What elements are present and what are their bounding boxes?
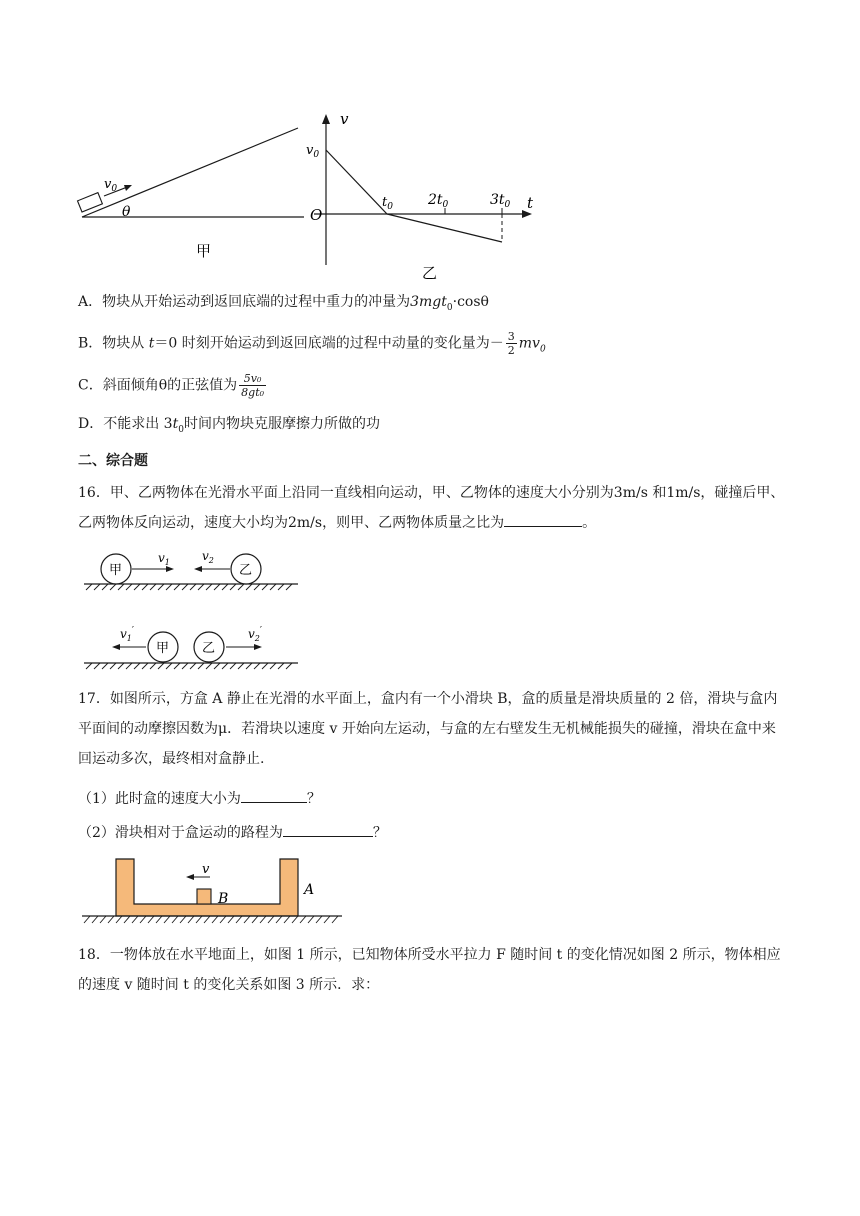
incline-figure [78,128,304,260]
section-title: 二、综合题 [78,453,148,469]
3t0-label: $3t_0$ [490,192,511,210]
question-17-part-2: （2）滑块相对于盒运动的路程为 ？ [78,822,387,843]
figure-q16-collision [80,546,310,676]
v-axis-arrowhead [322,114,330,124]
origin-label: O [310,206,323,224]
ball-yi-after-label: 乙 [202,641,216,656]
a-label: A [304,882,315,898]
v2p-arrowhead [254,644,262,650]
t0-label: $t_0$ [382,195,393,212]
v2p-label: $v_2'$ [248,626,262,643]
caption-jia: 甲 [196,242,212,260]
option-c: C．斜面倾角θ的正弦值为 $\frac{\text{5v₀}}{\text{8gt₀}}$ [78,372,265,399]
v2-arrowhead [194,566,202,572]
answer-blank-16[interactable] [504,512,582,527]
fraction-5v0-8gt0: $\frac{\text{5v₀}}{\text{8gt₀}}$ [241,372,265,399]
ground-hatch-top [86,584,292,590]
v1p-arrowhead [112,644,120,650]
v0-label: $v_0$ [104,177,118,194]
question-17: 17．如图所示，方盒 A 静止在光滑的水平面上，盒内有一个小滑块 B，盒的质量是滑块质量的 2 倍，滑块与盒内平面间的动摩擦因数为μ．若滑块以速度 v 开始向左运动，与盒的左右壁发生无机械能损失的碰撞，滑块在盒中来回运动多次，最终相对盒静止. [78,691,778,767]
caption-yi: 乙 [422,264,438,282]
block-b [197,889,211,904]
answer-blank-17-2[interactable] [283,822,373,837]
figure-q17-box [80,852,350,932]
ball-jia-label: 甲 [109,563,123,578]
v-t-segment-1 [326,150,387,214]
v2-label: $v_2$ [202,549,214,565]
ground-hatch [84,916,338,923]
v-arrowhead [186,874,194,880]
figure-incline-and-vt-graph [60,100,560,290]
question-16: 16．甲、乙两物体在光滑水平面上沿同一直线相向运动，甲、乙物体的速度大小分别为3m/s 和1m/s，碰撞后甲、乙两物体反向运动，速度大小均为2m/s，则甲、乙两物体质量之比为 。 [78,485,785,531]
option-b: B．物块从 t＝0 时刻开始运动到返回底端的过程中动量的变化量为－ $\frac{3}{2}$ $mv_0$ [78,330,546,357]
fraction-3-2: $\frac{3}{2}$ [507,330,515,357]
option-d: D．不能求出 $3t_0$时间内物块克服摩擦力所做的功 [78,416,380,435]
axis-t-label: t [527,194,534,212]
ball-yi-label: 乙 [239,563,253,578]
v-label: v [202,862,210,877]
theta-label: θ [122,204,131,220]
vt-graph [306,110,534,282]
velocity-arrowhead [124,185,132,191]
2t0-label: $2t_0$ [428,192,449,210]
v1p-label: $v_1'$ [120,626,134,643]
ground-hatch-bottom [86,663,292,669]
incline-line [82,128,298,217]
axis-v-label: v [340,110,349,128]
v0-axis-label: $v_0$ [306,143,320,160]
b-label: B [218,891,229,907]
v1-label: $v_1$ [158,551,170,567]
question-18: 18．一物体放在水平地面上，如图 1 所示，已知物体所受水平拉力 F 随时间 t 的变化情况如图 2 所示，物体相应的速度 v 随时间 t 的变化关系如图 3 所示．求： [78,947,781,993]
v-t-segment-2 [387,214,502,242]
option-a: A．物块从开始运动到返回底端的过程中重力的冲量为3mgt$_0$·cosθ [78,294,489,313]
block [78,193,103,212]
answer-blank-17-1[interactable] [241,788,307,803]
question-17-part-1: （1）此时盒的速度大小为 ？ [78,788,321,809]
ball-jia-after-label: 甲 [156,641,170,656]
